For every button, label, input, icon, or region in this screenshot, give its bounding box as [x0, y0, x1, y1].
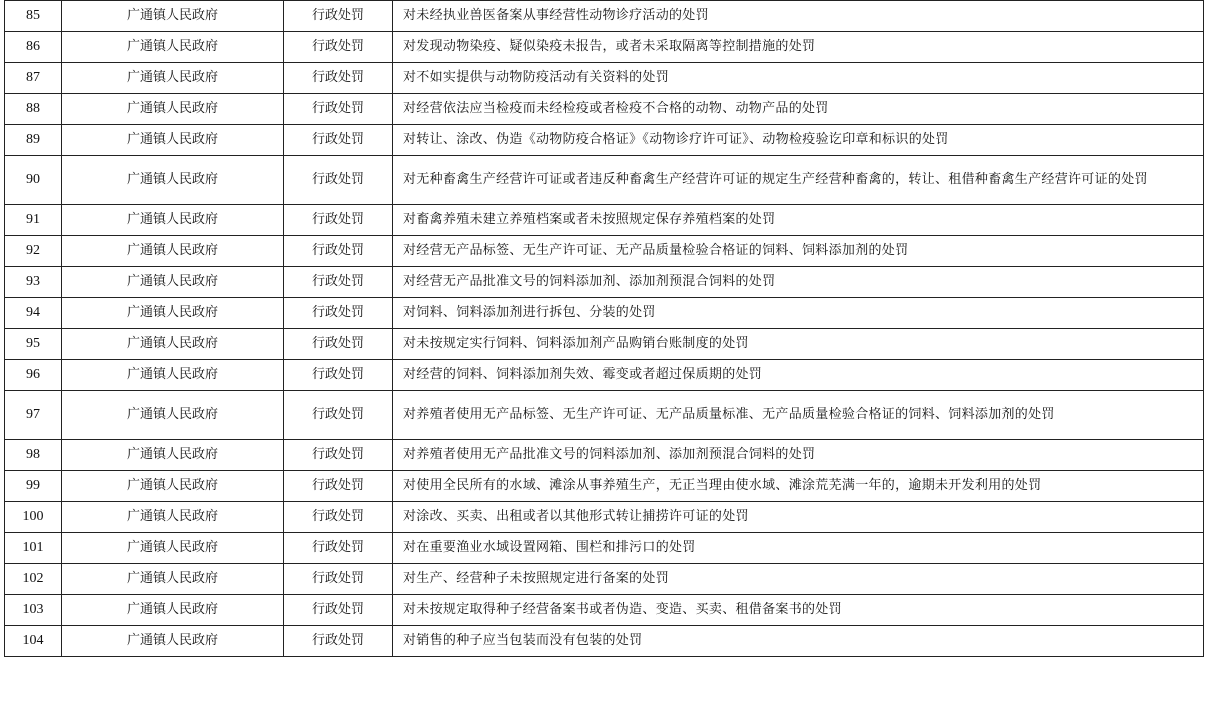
power-item: 对发现动物染疫、疑似染疫未报告，或者未采取隔离等控制措施的处罚	[393, 32, 1204, 63]
power-type: 行政处罚	[284, 564, 393, 595]
table-row	[5, 205, 1204, 236]
implementing-organization: 广通镇人民政府	[62, 564, 284, 595]
row-number: 93	[5, 267, 62, 298]
row-number: 92	[5, 236, 62, 267]
power-item: 对经营无产品批准文号的饲料添加剂、添加剂预混合饲料的处罚	[393, 267, 1204, 298]
power-type: 行政处罚	[284, 298, 393, 329]
table-row	[5, 502, 1204, 533]
table-row	[5, 1, 1204, 32]
power-item: 对未经执业兽医备案从事经营性动物诊疗活动的处罚	[393, 1, 1204, 32]
power-type: 行政处罚	[284, 595, 393, 626]
power-type: 行政处罚	[284, 502, 393, 533]
table-row	[5, 125, 1204, 156]
power-type: 行政处罚	[284, 440, 393, 471]
row-number: 101	[5, 533, 62, 564]
power-type: 行政处罚	[284, 1, 393, 32]
table-row	[5, 32, 1204, 63]
table-row	[5, 267, 1204, 298]
power-item: 对未按规定取得种子经营备案书或者伪造、变造、买卖、租借备案书的处罚	[393, 595, 1204, 626]
table-row	[5, 360, 1204, 391]
table-row	[5, 329, 1204, 360]
power-type: 行政处罚	[284, 94, 393, 125]
implementing-organization: 广通镇人民政府	[62, 267, 284, 298]
row-number: 89	[5, 125, 62, 156]
implementing-organization: 广通镇人民政府	[62, 329, 284, 360]
row-number: 88	[5, 94, 62, 125]
power-item: 对销售的种子应当包装而没有包装的处罚	[393, 626, 1204, 657]
row-number: 98	[5, 440, 62, 471]
table-row	[5, 471, 1204, 502]
implementing-organization: 广通镇人民政府	[62, 1, 284, 32]
implementing-organization: 广通镇人民政府	[62, 595, 284, 626]
row-number: 104	[5, 626, 62, 657]
power-item: 对经营的饲料、饲料添加剂失效、霉变或者超过保质期的处罚	[393, 360, 1204, 391]
row-number: 97	[5, 391, 62, 440]
implementing-organization: 广通镇人民政府	[62, 391, 284, 440]
implementing-organization: 广通镇人民政府	[62, 205, 284, 236]
table-row	[5, 626, 1204, 657]
power-item: 对养殖者使用无产品标签、无生产许可证、无产品质量标准、无产品质量检验合格证的饲料、饲料添加剂的处罚	[393, 391, 1204, 440]
table-row	[5, 533, 1204, 564]
table-row	[5, 595, 1204, 626]
row-number: 102	[5, 564, 62, 595]
power-item: 对养殖者使用无产品批准文号的饲料添加剂、添加剂预混合饲料的处罚	[393, 440, 1204, 471]
implementing-organization: 广通镇人民政府	[62, 471, 284, 502]
implementing-organization: 广通镇人民政府	[62, 125, 284, 156]
power-item: 对在重要渔业水域设置网箱、围栏和排污口的处罚	[393, 533, 1204, 564]
implementing-organization: 广通镇人民政府	[62, 236, 284, 267]
table-body	[5, 1, 1204, 657]
penalty-items-table	[4, 0, 1204, 657]
power-item: 对生产、经营种子未按照规定进行备案的处罚	[393, 564, 1204, 595]
power-item: 对无种畜禽生产经营许可证或者违反种畜禽生产经营许可证的规定生产经营种畜禽的，转让、租借种畜禽生产经营许可证的处罚	[393, 156, 1204, 205]
row-number: 96	[5, 360, 62, 391]
row-number: 85	[5, 1, 62, 32]
power-type: 行政处罚	[284, 626, 393, 657]
table-row	[5, 564, 1204, 595]
table-row	[5, 391, 1204, 440]
power-type: 行政处罚	[284, 471, 393, 502]
row-number: 86	[5, 32, 62, 63]
power-item: 对使用全民所有的水域、滩涂从事养殖生产，无正当理由使水域、滩涂荒芜满一年的，逾期未开发利用的处罚	[393, 471, 1204, 502]
row-number: 99	[5, 471, 62, 502]
power-item: 对不如实提供与动物防疫活动有关资料的处罚	[393, 63, 1204, 94]
power-type: 行政处罚	[284, 236, 393, 267]
row-number: 87	[5, 63, 62, 94]
power-item: 对未按规定实行饲料、饲料添加剂产品购销台账制度的处罚	[393, 329, 1204, 360]
power-type: 行政处罚	[284, 205, 393, 236]
table-row	[5, 298, 1204, 329]
power-type: 行政处罚	[284, 125, 393, 156]
power-type: 行政处罚	[284, 329, 393, 360]
table-row	[5, 63, 1204, 94]
power-type: 行政处罚	[284, 360, 393, 391]
implementing-organization: 广通镇人民政府	[62, 63, 284, 94]
power-type: 行政处罚	[284, 391, 393, 440]
table-row	[5, 236, 1204, 267]
row-number: 90	[5, 156, 62, 205]
implementing-organization: 广通镇人民政府	[62, 440, 284, 471]
table-row	[5, 440, 1204, 471]
row-number: 103	[5, 595, 62, 626]
row-number: 100	[5, 502, 62, 533]
table-row	[5, 94, 1204, 125]
table-row	[5, 156, 1204, 205]
power-type: 行政处罚	[284, 267, 393, 298]
power-type: 行政处罚	[284, 32, 393, 63]
implementing-organization: 广通镇人民政府	[62, 502, 284, 533]
implementing-organization: 广通镇人民政府	[62, 94, 284, 125]
power-item: 对饲料、饲料添加剂进行拆包、分装的处罚	[393, 298, 1204, 329]
power-type: 行政处罚	[284, 63, 393, 94]
power-item: 对畜禽养殖未建立养殖档案或者未按照规定保存养殖档案的处罚	[393, 205, 1204, 236]
implementing-organization: 广通镇人民政府	[62, 156, 284, 205]
implementing-organization: 广通镇人民政府	[62, 360, 284, 391]
power-item: 对涂改、买卖、出租或者以其他形式转让捕捞许可证的处罚	[393, 502, 1204, 533]
power-type: 行政处罚	[284, 156, 393, 205]
implementing-organization: 广通镇人民政府	[62, 626, 284, 657]
implementing-organization: 广通镇人民政府	[62, 32, 284, 63]
power-item: 对经营无产品标签、无生产许可证、无产品质量检验合格证的饲料、饲料添加剂的处罚	[393, 236, 1204, 267]
power-item: 对转让、涂改、伪造《动物防疫合格证》《动物诊疗许可证》、动物检疫验讫印章和标识的处罚	[393, 125, 1204, 156]
row-number: 95	[5, 329, 62, 360]
row-number: 94	[5, 298, 62, 329]
implementing-organization: 广通镇人民政府	[62, 298, 284, 329]
implementing-organization: 广通镇人民政府	[62, 533, 284, 564]
power-item: 对经营依法应当检疫而未经检疫或者检疫不合格的动物、动物产品的处罚	[393, 94, 1204, 125]
power-type: 行政处罚	[284, 533, 393, 564]
row-number: 91	[5, 205, 62, 236]
